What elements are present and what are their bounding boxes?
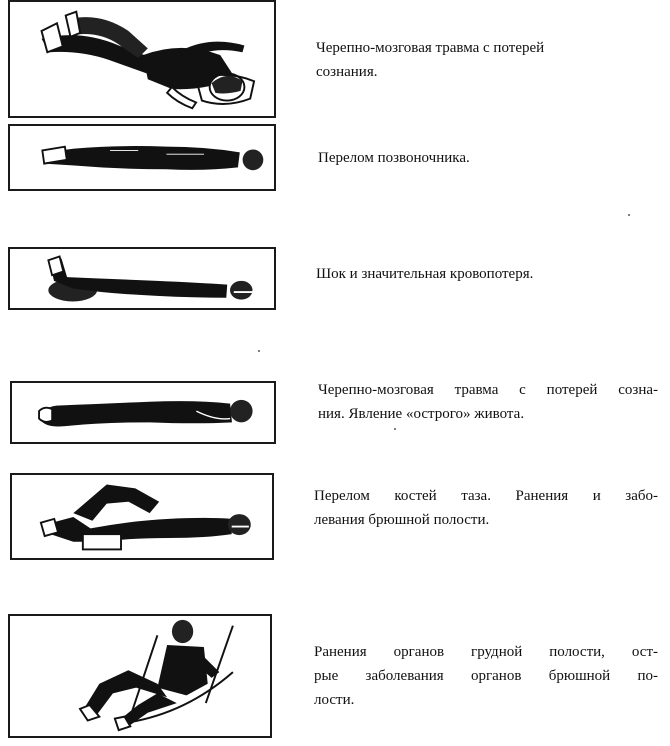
- figure-half-sitting-icon: [10, 616, 270, 736]
- figure-lateral-recovery-icon: [10, 2, 274, 116]
- caption-1-line-1: Черепно-мозговая травма с потерей: [316, 40, 545, 56]
- caption-6-line-3: лости.: [314, 692, 355, 708]
- caption-6-line-2: рые заболевания органов брюшной по-: [314, 668, 658, 684]
- figure-side-lying-icon: [12, 383, 274, 442]
- figure-supine-flat-icon: [10, 126, 274, 189]
- caption-1-line-2: сознания.: [316, 64, 378, 80]
- illustration-frame-6: [8, 614, 272, 738]
- scan-speck: [628, 214, 630, 216]
- caption-3-line-1: Шок и значительная кровопотеря.: [316, 266, 534, 282]
- caption-1: [316, 36, 636, 84]
- figure-frog-position-icon: [12, 475, 272, 558]
- illustration-frame-1: [8, 0, 276, 118]
- caption-6: [314, 640, 658, 712]
- caption-4: [318, 378, 658, 426]
- illustration-frame-3: [8, 247, 276, 310]
- caption-5-line-1: Перелом костей таза. Ранения и забо-: [314, 488, 658, 504]
- caption-5: [314, 484, 658, 532]
- scan-speck: [394, 428, 396, 430]
- caption-4-line-1: Черепно-мозговая травма с потерей созна-: [318, 382, 658, 398]
- caption-2: [318, 146, 638, 170]
- caption-6-line-1: Ранения органов грудной полости, ост-: [314, 644, 658, 660]
- figure-legs-raised-icon: [10, 249, 274, 308]
- caption-4-line-2: ния. Явление «острого» живота.: [318, 406, 525, 422]
- scan-speck: [258, 350, 260, 352]
- illustration-frame-5: [10, 473, 274, 560]
- caption-3: [316, 262, 636, 286]
- caption-5-line-2: левания брюшной полости.: [314, 512, 490, 528]
- caption-2-line-1: Перелом позвоночника.: [318, 150, 470, 166]
- illustration-frame-4: [10, 381, 276, 444]
- illustration-frame-2: [8, 124, 276, 191]
